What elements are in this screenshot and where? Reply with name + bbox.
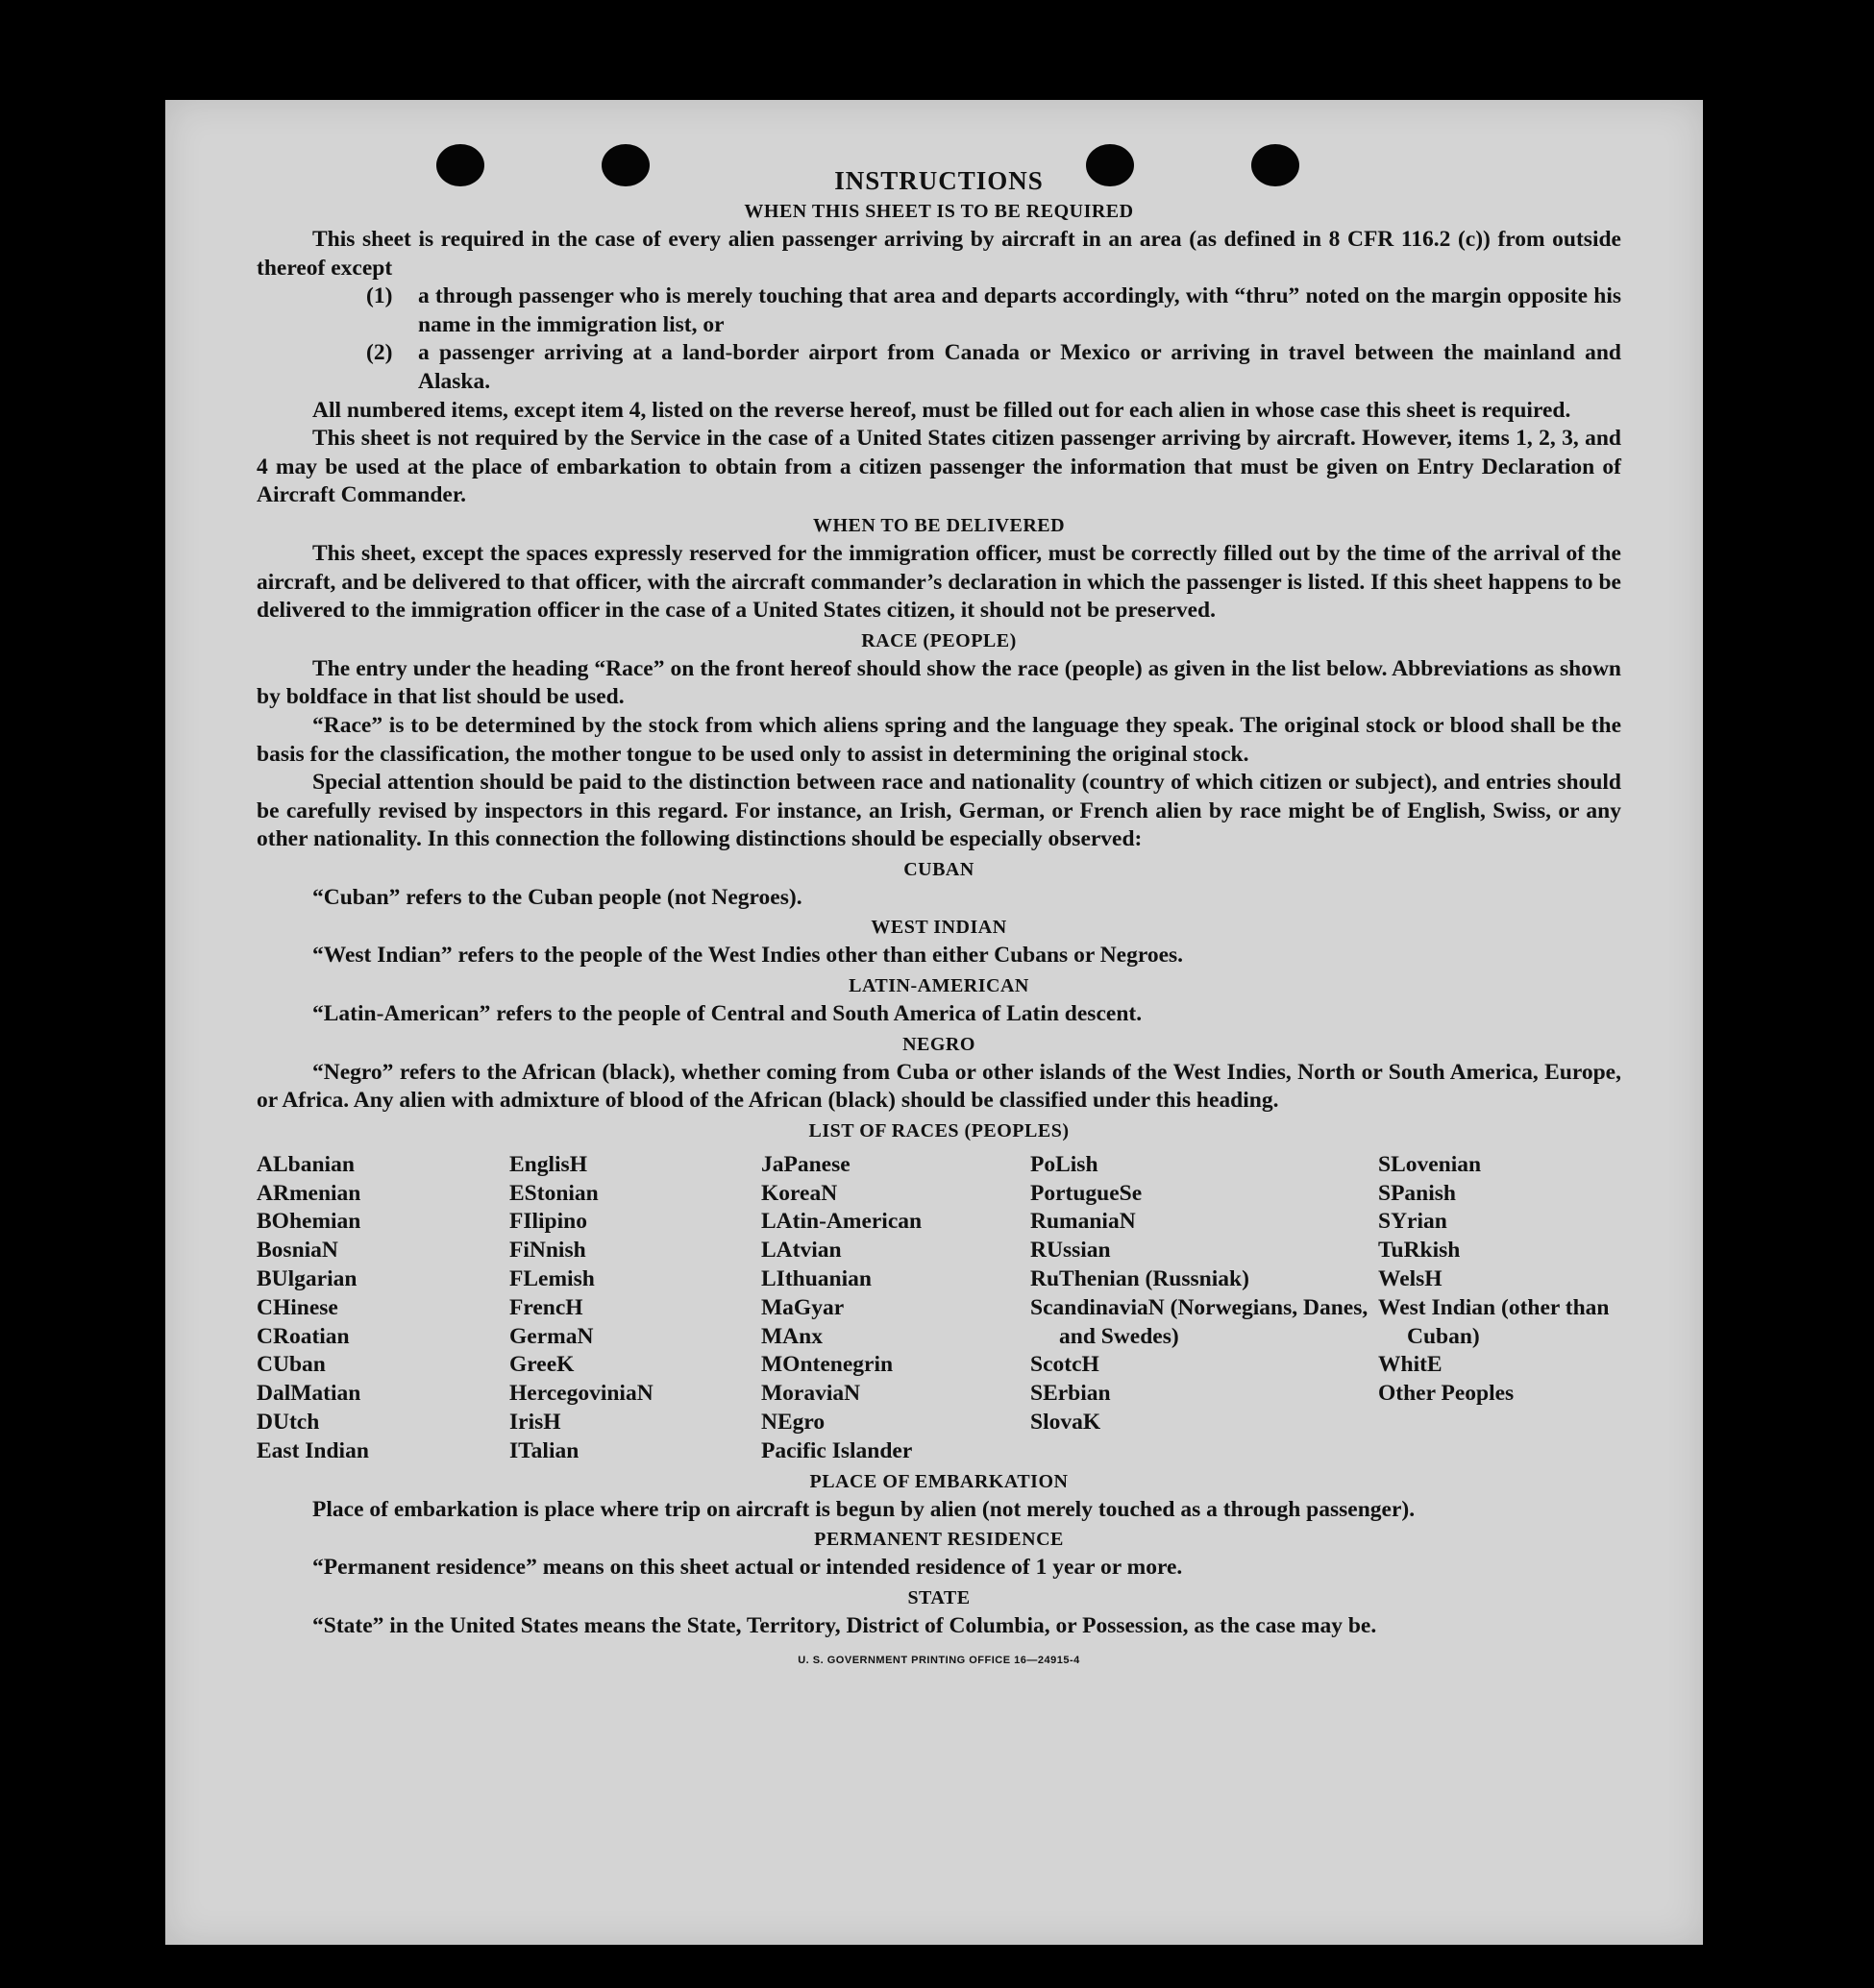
race-entry: TuRkish xyxy=(1378,1238,1461,1264)
race-entry: SYrian xyxy=(1378,1209,1447,1235)
races-column xyxy=(509,1151,761,1466)
race-entry: PortugueSe xyxy=(1030,1180,1143,1206)
definition-text: “West Indian” refers to the people of the West Indies other than either Cubans or Negroes. xyxy=(312,943,1184,969)
race-entry: BOhemian xyxy=(257,1209,361,1235)
race-entry: MoraviaN xyxy=(761,1381,861,1407)
race-entry: DUtch xyxy=(257,1410,320,1436)
paragraph: All numbered items, except item 4, listed on the reverse hereof, must be filled out for each alien in whose case this sheet is required. xyxy=(312,397,1571,423)
section-heading-latin-american: LATIN-AMERICAN xyxy=(849,975,1029,997)
race-entry: GreeK xyxy=(509,1352,575,1378)
paragraph: Special attention should be paid to the distinction between race and nationality (country of which citizen or subject), and entries should be carefully revised by inspectors in this regard. For instance, an Irish, German, or French alien by race might be of English, Swiss, or any other nationality. In this connection the following distinctions should be especially observed: xyxy=(257,770,1621,852)
race-entry: BosniaN xyxy=(257,1238,338,1264)
race-entry: NEgro xyxy=(761,1410,826,1436)
races-column xyxy=(761,1151,1030,1466)
race-entry: ScotcH xyxy=(1030,1352,1099,1378)
race-entry: MaGyar xyxy=(761,1294,845,1320)
race-entry: MAnx xyxy=(761,1323,823,1349)
list-item xyxy=(366,282,1621,339)
race-entry: ScandinaviaN (Norwegians, Danes, and Swedes) xyxy=(1030,1294,1369,1349)
race-entry: CRoatian xyxy=(257,1323,350,1349)
paragraph: “Race” is to be determined by the stock from which aliens spring and the language they speak. The original stock or blood shall be the basis for the classification, the mother tongue to be used only to assist in determining the original stock. xyxy=(257,712,1621,767)
race-entry: EnglisH xyxy=(509,1151,587,1177)
item-number: (2) xyxy=(366,340,393,366)
section-heading-embarkation: PLACE OF EMBARKATION xyxy=(809,1470,1069,1492)
definition-text: “Negro” refers to the African (black), whether coming from Cuba or other islands of the West Indies, North or South America, Europe, or Africa. Any alien with admixture of blood of the African (black) should be classified under this heading. xyxy=(257,1059,1621,1114)
race-entry: KoreaN xyxy=(761,1180,838,1206)
races-column xyxy=(1378,1151,1621,1466)
section-heading-state: STATE xyxy=(907,1586,971,1608)
race-entry: CHinese xyxy=(257,1294,338,1320)
definition-text: “Cuban” refers to the Cuban people (not Negroes). xyxy=(312,884,802,910)
race-entry: LAtin-American xyxy=(761,1209,923,1235)
race-entry: ITalian xyxy=(509,1437,579,1463)
race-entry: ALbanian xyxy=(257,1151,355,1177)
race-entry: WelsH xyxy=(1378,1266,1442,1292)
race-entry: LAtvian xyxy=(761,1238,842,1264)
definition-text: Place of embarkation is place where trip on aircraft is begun by alien (not merely touched as a through passenger). xyxy=(312,1496,1416,1522)
race-entry: FrencH xyxy=(509,1294,583,1320)
race-entry: DalMatian xyxy=(257,1381,361,1407)
list-item xyxy=(366,339,1621,396)
races-column xyxy=(257,1151,509,1466)
section-heading-delivered: WHEN TO BE DELIVERED xyxy=(812,514,1066,536)
race-entry: WhitE xyxy=(1378,1352,1442,1378)
section-heading-race: RACE (PEOPLE) xyxy=(861,629,1017,651)
paragraph: This sheet is required in the case of every alien passenger arriving by aircraft in an area (as defined in 8 CFR 116.2 (c)) from outside thereof except xyxy=(257,227,1621,281)
document-sheet xyxy=(165,100,1703,1945)
race-entry: SlovaK xyxy=(1030,1410,1101,1436)
race-entry: GermaN xyxy=(509,1323,594,1349)
race-entry: HercegoviniaN xyxy=(509,1381,653,1407)
paragraph: The entry under the heading “Race” on the front hereof should show the race (people) as given in the list below. Abbreviations as shown by boldface in that list should be used. xyxy=(257,655,1621,710)
race-entry: MOntenegrin xyxy=(761,1352,894,1378)
race-entry: JaPanese xyxy=(761,1151,851,1177)
race-entry: FLemish xyxy=(509,1266,595,1292)
race-entry: SPanish xyxy=(1378,1180,1456,1206)
section-heading-cuban: CUBAN xyxy=(903,858,974,880)
section-heading-negro: NEGRO xyxy=(902,1033,975,1055)
race-entry: RUssian xyxy=(1030,1238,1111,1264)
paragraph: This sheet, except the spaces expressly reserved for the immigration officer, must be correctly filled out by the time of the arrival of the aircraft, and be delivered to that officer, with the aircraft commander’s declaration in which the passenger is listed. If this sheet happens to be delivered to the immigration officer in the case of a United States citizen, it should not be preserved. xyxy=(257,540,1621,624)
race-entry: CUban xyxy=(257,1352,326,1378)
race-entry: FIlipino xyxy=(509,1209,587,1235)
race-entry: FiNnish xyxy=(509,1238,586,1264)
race-entry: BUlgarian xyxy=(257,1266,358,1292)
definition-text: “Permanent residence” means on this sheet actual or intended residence of 1 year or more. xyxy=(312,1555,1183,1581)
race-entry: RumaniaN xyxy=(1030,1209,1136,1235)
section-heading-west-indian: WEST INDIAN xyxy=(871,917,1007,939)
race-entry: ARmenian xyxy=(257,1180,361,1206)
definition-text: “Latin-American” refers to the people of Central and South America of Latin descent. xyxy=(312,1001,1143,1027)
race-entry: Other Peoples xyxy=(1378,1381,1515,1407)
item-text: a passenger arriving at a land-border airport from Canada or Mexico or arriving in travel between the mainland and Alaska. xyxy=(418,340,1621,394)
section-heading-residence: PERMANENT RESIDENCE xyxy=(814,1529,1064,1551)
race-entry: LIthuanian xyxy=(761,1266,872,1292)
printing-office-footer: U. S. GOVERNMENT PRINTING OFFICE 16—24915-4 xyxy=(798,1655,1080,1667)
item-number: (1) xyxy=(366,283,393,309)
instructions-body xyxy=(257,165,1621,1667)
race-entry: West Indian (other than Cuban) xyxy=(1378,1294,1610,1349)
paragraph: This sheet is not required by the Service in the case of a United States citizen passenger arriving by aircraft. However, items 1, 2, 3, and 4 may be used at the place of embarkation to obtain from a citizen passenger the information that must be given on Entry Declaration of Aircraft Commander. xyxy=(257,426,1621,508)
race-entry: RuThenian (Russniak) xyxy=(1030,1266,1249,1292)
item-text: a through passenger who is merely touching that area and departs accordingly, with “thru” noted on the margin opposite his name in the immigration list, or xyxy=(418,283,1621,337)
races-column xyxy=(1030,1151,1378,1466)
section-heading-required: WHEN THIS SHEET IS TO BE REQUIRED xyxy=(744,201,1134,222)
race-entry: IrisH xyxy=(509,1410,561,1436)
section-heading-races-list: LIST OF RACES (PEOPLES) xyxy=(808,1119,1070,1141)
race-entry: East Indian xyxy=(257,1437,369,1463)
race-entry: PoLish xyxy=(1030,1151,1098,1177)
page-title: INSTRUCTIONS xyxy=(834,166,1044,195)
races-list xyxy=(257,1151,1621,1466)
race-entry: SErbian xyxy=(1030,1381,1111,1407)
definition-text: “State” in the United States means the State, Territory, District of Columbia, or Possession, as the case may be. xyxy=(312,1612,1377,1638)
race-entry: SLovenian xyxy=(1378,1151,1482,1177)
race-entry: Pacific Islander xyxy=(761,1437,913,1463)
race-entry: EStonian xyxy=(509,1180,599,1206)
